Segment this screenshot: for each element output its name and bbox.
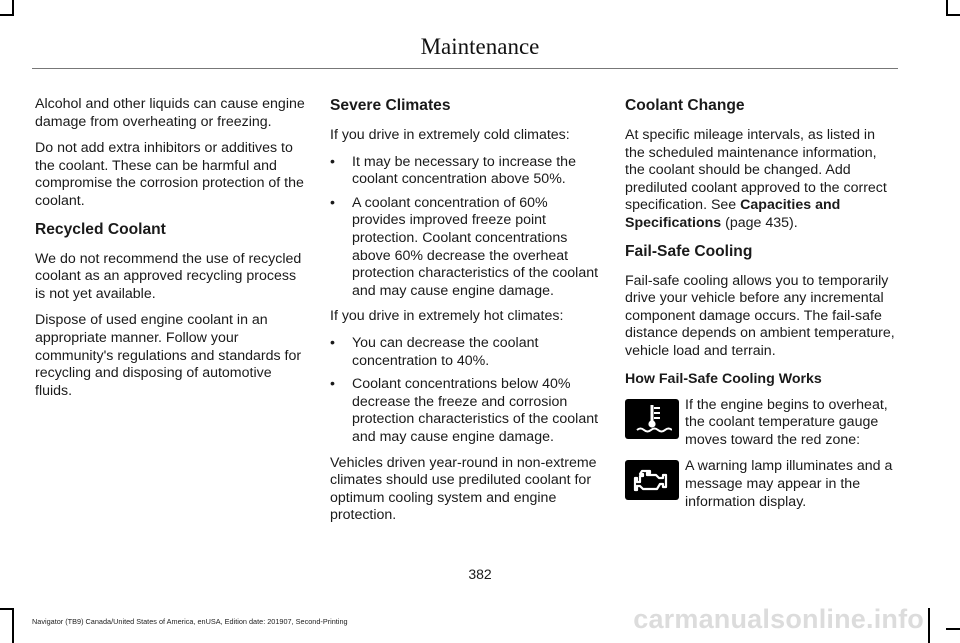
column-left: [35, 96, 307, 409]
paragraph: At specific mileage intervals, as listed in the scheduled maintenance information, the coolant should be changed. Add prediluted coolant approved to the correct specification. See Capacities and Specifications (page 435).: [625, 127, 887, 231]
page-number: 382: [468, 566, 492, 582]
crop-mark: [928, 608, 930, 643]
section-heading-fail-safe-cooling: Fail-Safe Cooling: [625, 242, 753, 260]
crop-mark: [12, 0, 14, 14]
list-item: • A coolant concentration of 60% provides improved freeze point protection. Coolant concentrations above 60% decrease the overheat protection characteristics of the coolant and may cause engine damage.: [330, 194, 599, 299]
paragraph: If you drive in extremely hot climates:: [330, 308, 564, 325]
crop-mark: [0, 14, 14, 16]
paragraph: Vehicles driven year-round in non-extreme climates should use prediluted coolant for optimum cooling system and engine protection.: [330, 454, 597, 524]
section-heading-coolant-change: Coolant Change: [625, 97, 745, 114]
section-heading-severe-climates: Severe Climates: [330, 97, 451, 114]
page-title: Maintenance: [420, 34, 540, 59]
paragraph: Dispose of used engine coolant in an appropriate manner. Follow your community's regulations and standards for recycling and disposing of automotive fluids.: [35, 312, 302, 399]
icon-description: A warning lamp illuminates and a message may appear in the information display.: [685, 458, 893, 510]
paragraph: Do not add extra inhibitors or additives to the coolant. These can be harmful and compromise the corrosion protection of the coolant.: [35, 140, 304, 209]
icon-row: [625, 397, 897, 450]
engine-warning-icon: [625, 460, 679, 500]
bullet: •: [330, 153, 335, 170]
bullet: •: [330, 194, 335, 211]
crop-mark: [946, 0, 948, 14]
paragraph: If you drive in extremely cold climates:: [330, 127, 570, 143]
paragraph: Fail-safe cooling allows you to temporarily drive your vehicle before any incremental component damage occurs. The fail-safe distance depends on ambient temperature, vehicle load and terrain.: [625, 272, 895, 359]
hot-climate-list: [330, 335, 602, 447]
crop-mark: [946, 628, 960, 630]
coolant-temperature-icon: [625, 399, 679, 439]
list-item: • You can decrease the coolant concentration to 40%.: [330, 334, 539, 369]
watermark: carmanualsonline.info: [633, 604, 924, 634]
paragraph: We do not recommend the use of recycled coolant as an approved recycling process is not yet available.: [35, 250, 302, 302]
bullet: •: [330, 376, 335, 393]
paragraph: Alcohol and other liquids can cause engine damage from overheating or freezing.: [35, 96, 305, 130]
list-item: • Coolant concentrations below 40% decrease the freeze and corrosion protection characteristics of the coolant and may cause engine damage.: [330, 376, 599, 445]
column-right: [625, 96, 897, 520]
crop-mark: [12, 610, 14, 643]
crop-mark: [946, 14, 960, 16]
subheading-how-fail-safe-works: How Fail-Safe Cooling Works: [625, 370, 822, 387]
list-item: • It may be necessary to increase the coolant concentration above 50%.: [330, 153, 576, 188]
header-rule: [32, 68, 898, 69]
icon-description: If the engine begins to overheat, the coolant temperature gauge moves toward the red zone:: [685, 396, 888, 448]
icon-row: [625, 458, 897, 511]
section-heading-recycled-coolant: Recycled Coolant: [35, 220, 166, 238]
cold-climate-list: [330, 154, 602, 301]
footer-edition-info: Navigator (TB9) Canada/United States of America, enUSA, Edition date: 201907, Second-Printing: [32, 617, 348, 626]
cross-reference-link[interactable]: Capacities and Specifications: [625, 197, 841, 231]
bullet: •: [330, 334, 335, 351]
crop-mark: [0, 608, 14, 610]
column-middle: [330, 96, 602, 534]
